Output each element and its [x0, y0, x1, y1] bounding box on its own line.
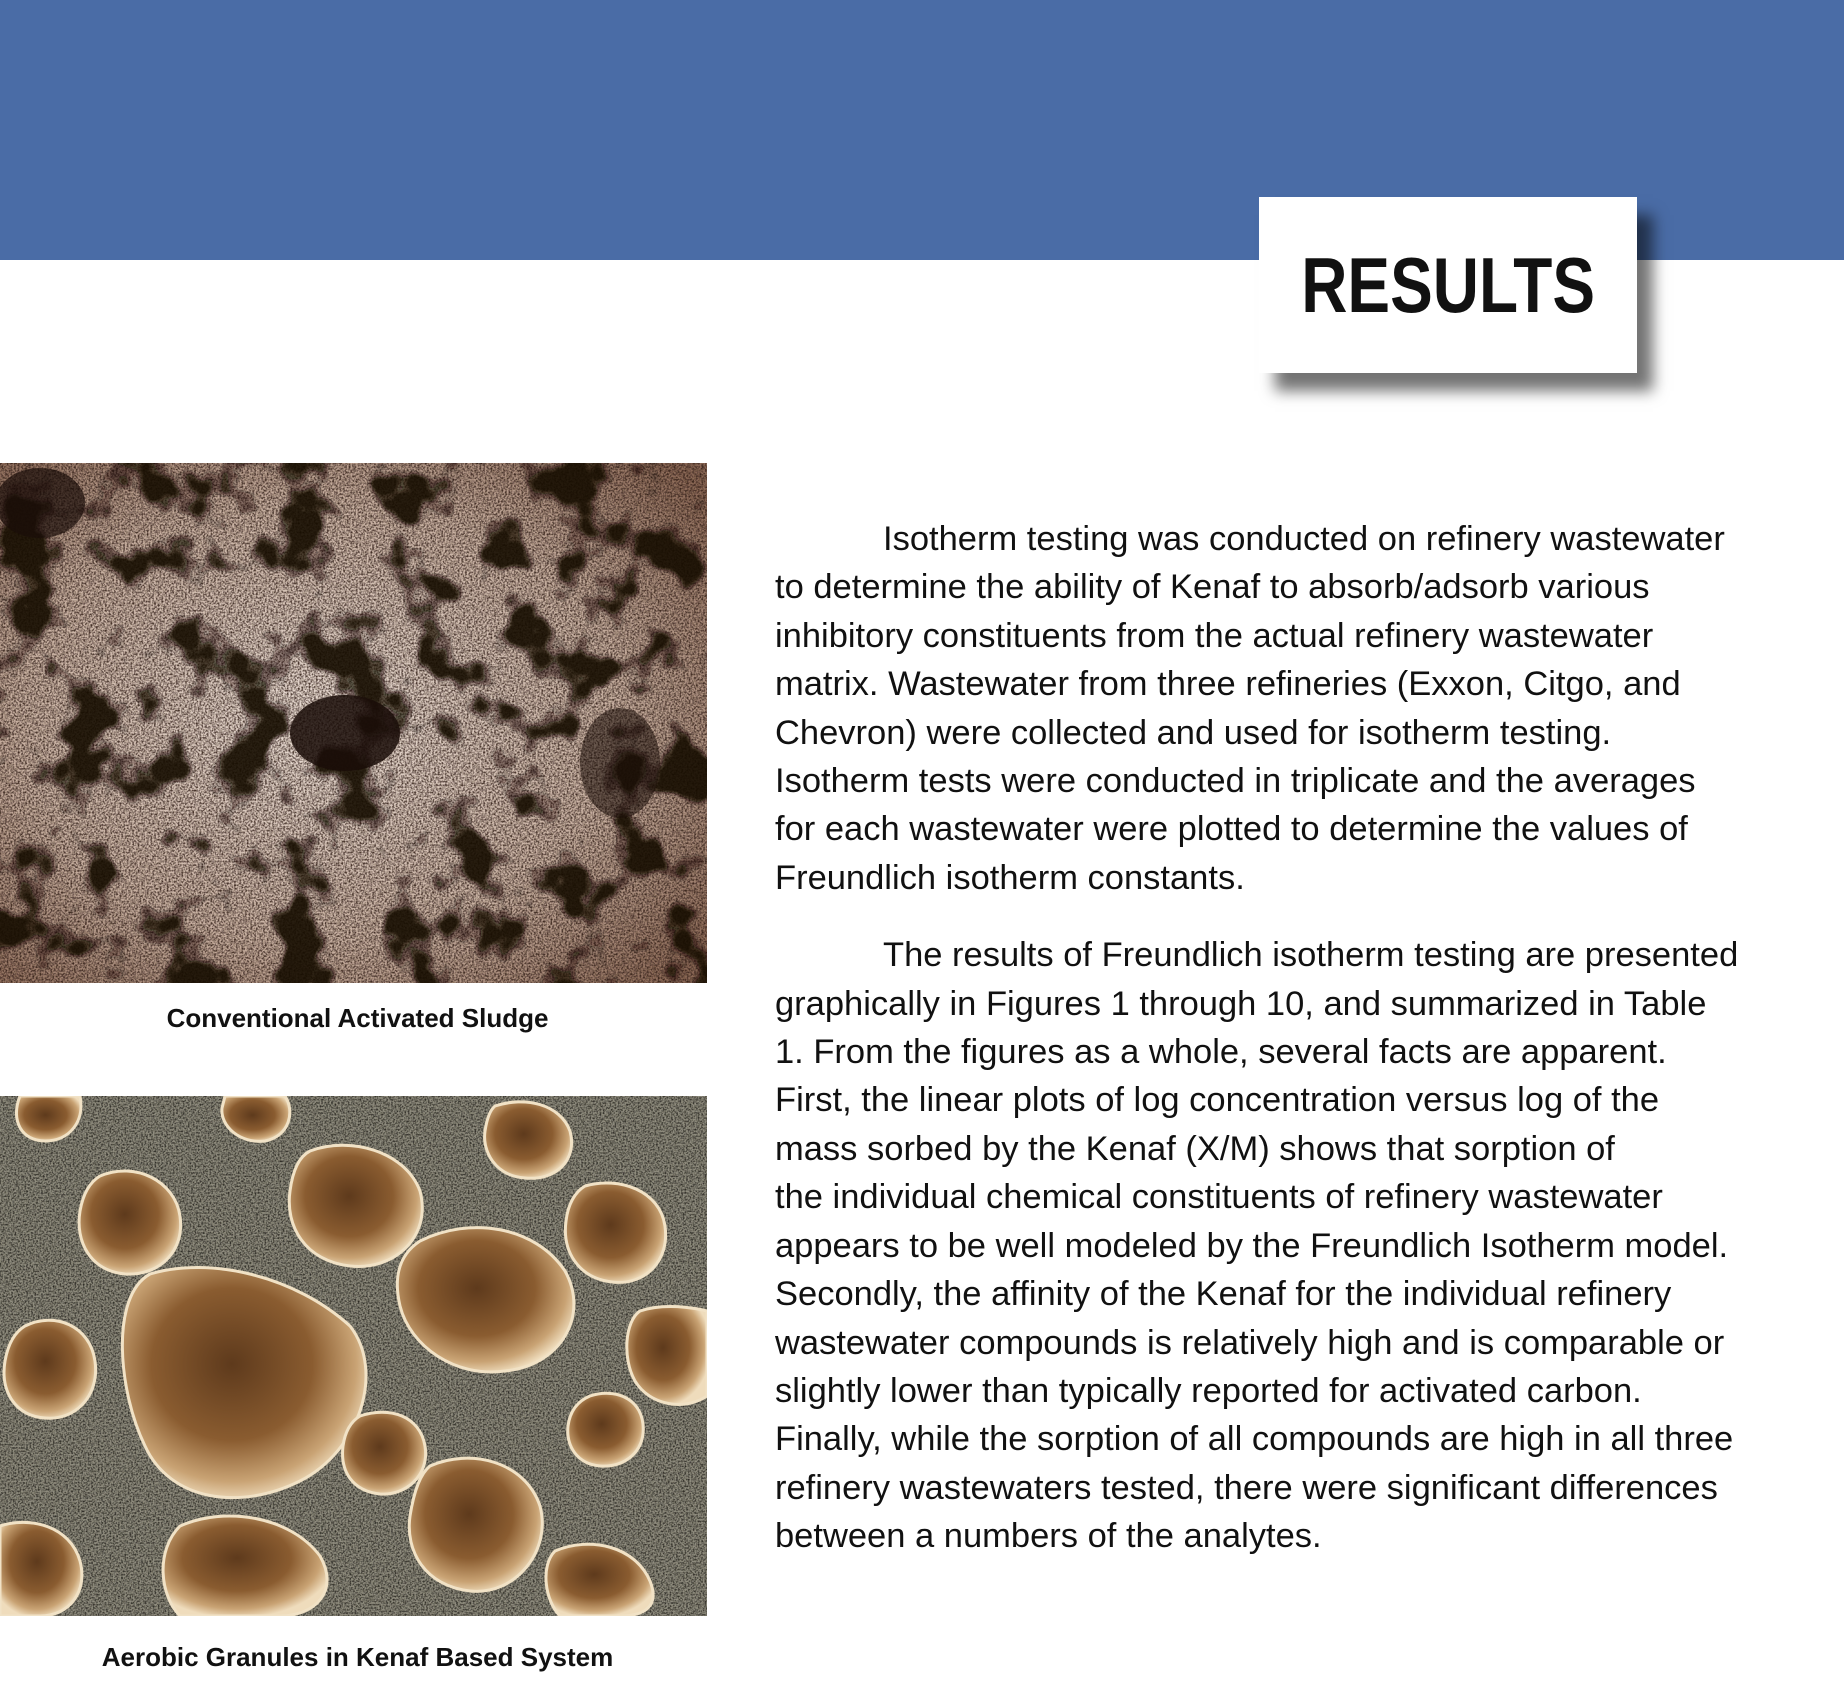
paragraph: The results of Freundlich isotherm testing are presented graphically in Figures 1 through 10, and summarized in Table 1. From the figures as a whole, several facts are apparent. First, the linear plots of log concentration versus log of the mass sorbed by the Kenaf (X/M) shows that sorption of the individual chemical constituents of refinery wastewater appears to be well modeled by the Freundlich Isotherm model. Secondly, the affinity of the Kenaf for the individual refinery wastewater compounds is relatively high and is comparable or slightly lower than typically reported for activated carbon. Finally, while the sorption of all compounds are high in all three refinery wastewaters tested, there were significant differences between a numbers of the analytes. — [775, 936, 1739, 1556]
body-text — [775, 515, 1815, 1590]
granules-photo — [0, 1096, 707, 1616]
page-title: RESULTS — [1301, 240, 1595, 329]
figure-caption: Aerobic Granules in Kenaf Based System — [101, 1642, 614, 1672]
paragraph: Isotherm testing was conducted on refinery wastewater to determine the ability of Kenaf to absorb/adsorb various inhibitory constituents from the actual refinery wastewater matrix. Wastewater from three refineries (Exxon, Citgo, and Chevron) were collected and used for isotherm testing. Isotherm tests were conducted in triplicate and the averages for each wastewater were plotted to determine the values of Freundlich isotherm constants. — [775, 520, 1725, 897]
title-box — [1259, 197, 1637, 373]
figure-caption: Conventional Activated Sludge — [166, 1003, 549, 1033]
sludge-photo — [0, 463, 707, 983]
